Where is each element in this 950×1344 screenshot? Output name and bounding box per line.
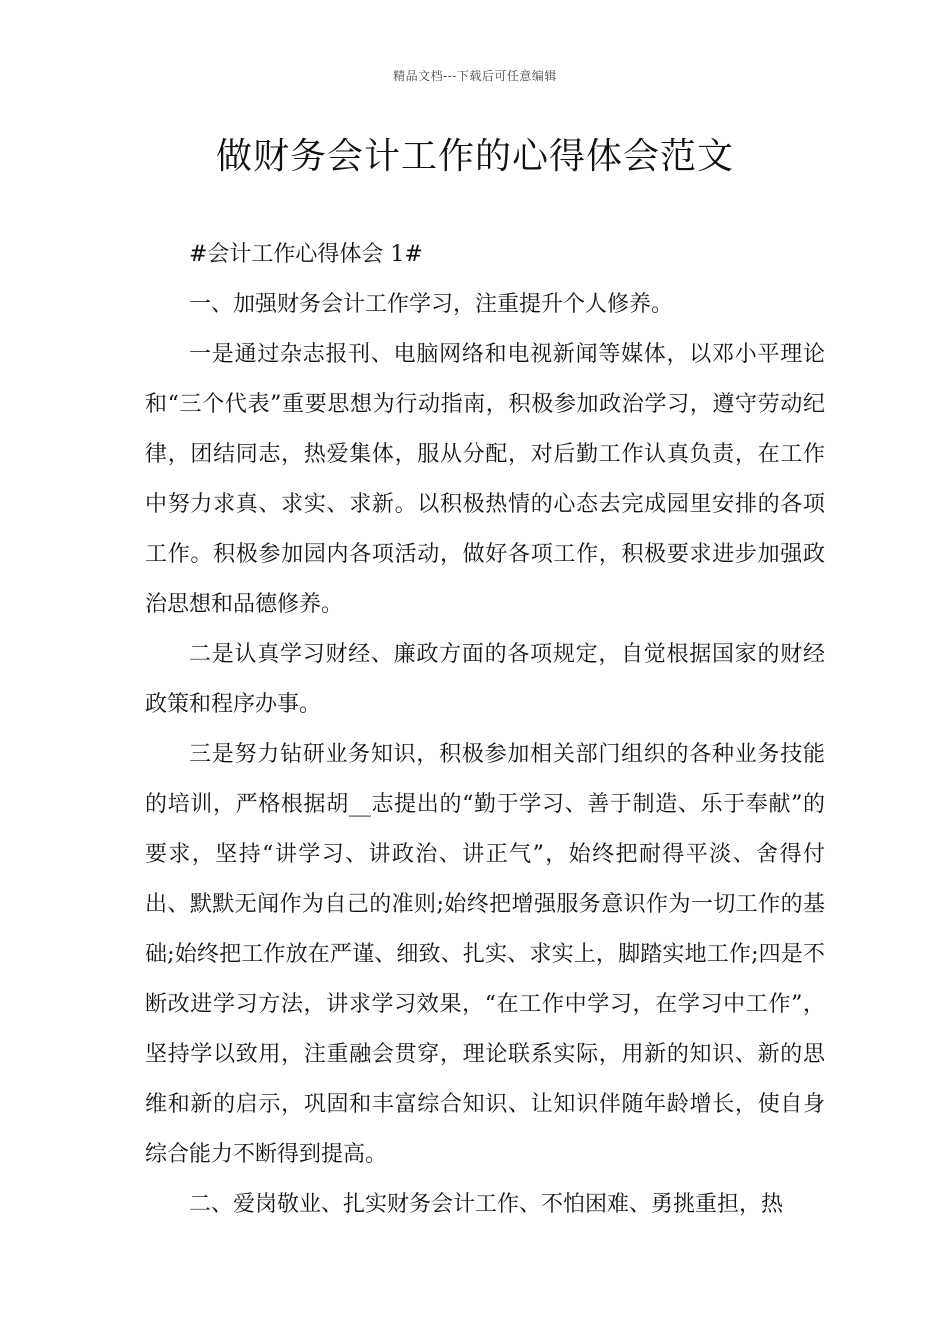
paragraph-1: 一是通过杂志报刊、电脑网络和电视新闻等媒体，以邓小平理论和“三个代表”重要思想为行动指南，积极参加政治学习，遵守劳动纪律，团结同志，热爱集体，服从分配，对后勤工作认真负责，在工作中努力求真、求实、求新。以积极热情的心态去完成园里安排的各项工作。积极参加园内各项活动，做好各项工作，积极要求进步加强政治思想和品德修养。: [145, 342, 825, 617]
section-subheading-1: 一、加强财务会计工作学习，注重提升个人修养。: [189, 292, 674, 317]
header-note: 精品文档---下载后可任意编辑: [393, 69, 557, 83]
paragraph-2: 二是认真学习财经、廉政方面的各项规定，自觉根据国家的财经政策和程序办事。: [145, 642, 825, 717]
section-heading-1: #会计工作心得体会 1#: [189, 242, 423, 267]
paragraph-3: 三是努力钻研业务知识，积极参加相关部门组织的各种业务技能的培训，严格根据胡__志提出的“勤于学习、善于制造、乐于奉献”的要求，坚持“讲学习、讲政治、讲正气”，始终把耐得平淡、舍得付出、默默无闻作为自己的准则;始终把增强服务意识作为一切工作的基础;始终把工作放在严谨、细致、扎实、求实上，脚踏实地工作;四是不断改进学习方法，讲求学习效果，“在工作中学习，在学习中工作”，坚持学以致用，注重融会贯穿，理论联系实际，用新的知识、新的思维和新的启示，巩固和丰富综合知识、让知识伴随年龄增长，使自身综合能力不断得到提高。: [145, 742, 825, 1167]
document-title: 做财务会计工作的心得体会范文: [215, 136, 734, 177]
section-subheading-2: 二、爱岗敬业、扎实财务会计工作、不怕困难、勇挑重担，热: [189, 1192, 784, 1217]
document-body: [145, 230, 825, 1230]
